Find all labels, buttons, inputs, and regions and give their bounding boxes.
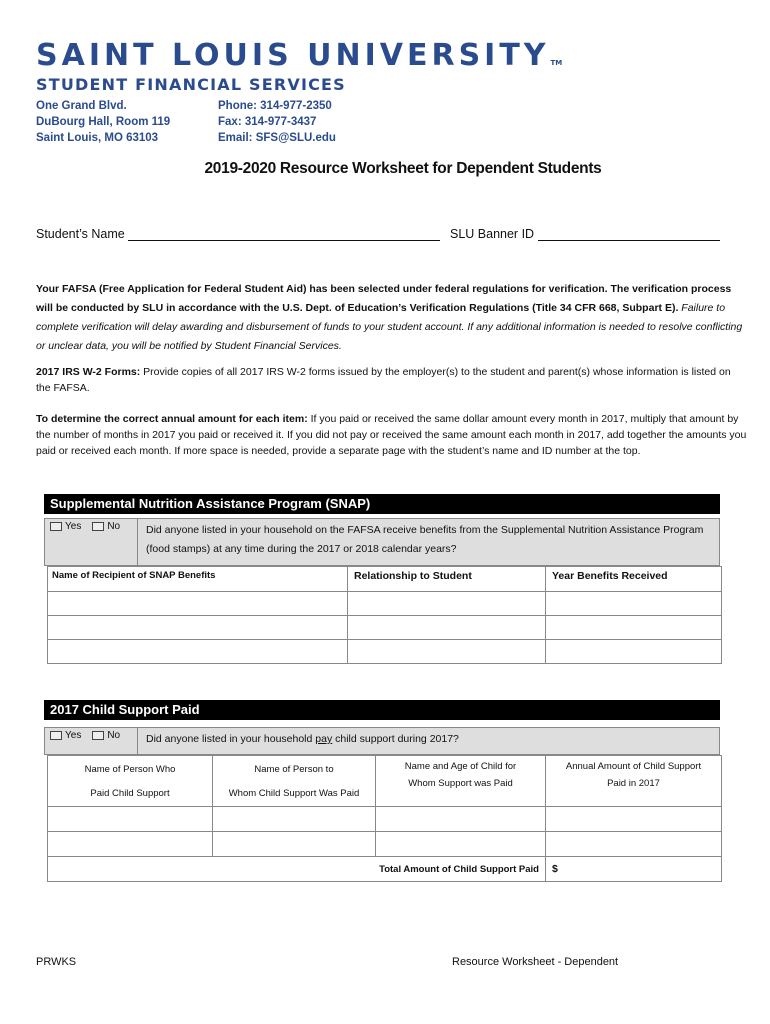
column-header: Name of Recipient of SNAP Benefits: [48, 567, 348, 592]
column-header: [213, 756, 376, 807]
intro-paragraph: [36, 280, 748, 356]
intro-failure-text: Failure to complete verification will delay awarding and disbursement of funds to your student account. If any additional information is needed to resolve conflicting or unclear data, you will be notified by Student Financial Services.: [36, 302, 743, 352]
annual-amount-paragraph: [36, 411, 748, 459]
annual-text: If you paid or received the same dollar amount every month in 2017, multiply that amount by the number of months in 2017 you paid or received it. If you did not pay or received the same amount each month in 2017, add together the amounts you paid or received each month. If more space is needed, provide a separate page with the student’s name and ID number at the top.: [36, 413, 747, 457]
annual-label: To determine the correct annual amount for each item:: [36, 413, 308, 425]
snap-no-label: No: [107, 521, 121, 532]
total-amount-field[interactable]: $: [546, 857, 722, 882]
university-logo: [36, 38, 562, 73]
child-support-section-header: 2017 Child Support Paid: [44, 700, 720, 720]
fax-number: Fax: 314-977-3437: [218, 116, 317, 128]
child-support-no-label: No: [107, 730, 121, 741]
table-row: [48, 640, 722, 664]
table-cell[interactable]: [48, 832, 213, 857]
snap-yes-no: [50, 521, 120, 532]
child-support-yes-no: [50, 730, 120, 741]
intro-verification-text: Your FAFSA (Free Application for Federal Student Aid) has been selected under federal regulations for verification. The verification process will be conducted by SLU in accordance with the U.S. Dept. of Education’s Verification Regulations (Title 34 CFR 668, Subpart E).: [36, 283, 732, 314]
column-header-line: Paid Child Support: [90, 788, 170, 799]
question-emphasis: pay: [315, 733, 333, 745]
banner-id-blank[interactable]: [538, 227, 720, 241]
table-cell[interactable]: [48, 807, 213, 832]
table-header-row: [48, 756, 722, 807]
divider: [137, 519, 138, 565]
snap-question-row: [44, 518, 720, 566]
table-cell[interactable]: [546, 592, 722, 616]
column-header-line: Paid in 2017: [607, 778, 660, 789]
w2-label: 2017 IRS W-2 Forms:: [36, 366, 141, 378]
university-name: SAINT LOUIS UNIVERSITY: [36, 38, 550, 73]
table-cell[interactable]: [213, 807, 376, 832]
table-cell[interactable]: [546, 807, 722, 832]
snap-table: [47, 566, 722, 664]
column-header: Relationship to Student: [348, 567, 546, 592]
email-address: Email: SFS@SLU.edu: [218, 132, 336, 144]
trademark-mark: TM: [550, 59, 563, 67]
banner-id-field[interactable]: [450, 227, 720, 241]
total-row: [48, 857, 722, 882]
child-support-yes-checkbox[interactable]: [50, 731, 62, 740]
table-cell[interactable]: [376, 832, 546, 857]
w2-text: Provide copies of all 2017 IRS W-2 forms issued by the employer(s) to the student and parent(s) whose information is listed on the FAFSA.: [36, 366, 731, 394]
table-cell[interactable]: [213, 832, 376, 857]
column-header-line: Whom Support was Paid: [408, 778, 513, 789]
mailing-address: [36, 98, 170, 146]
phone-number: Phone: 314-977-2350: [218, 100, 332, 112]
contact-info: [218, 98, 336, 146]
table-cell[interactable]: [348, 640, 546, 664]
column-header: [546, 756, 722, 807]
child-support-question: [146, 730, 716, 748]
table-cell[interactable]: [48, 592, 348, 616]
column-header-line: Annual Amount of Child Support: [565, 761, 702, 772]
footer-form-code: PRWKS: [36, 956, 77, 968]
column-header: Year Benefits Received: [546, 567, 722, 592]
table-header-row: [48, 567, 722, 592]
table-row: [48, 832, 722, 857]
table-cell[interactable]: [48, 616, 348, 640]
snap-section-header: Supplemental Nutrition Assistance Program (SNAP): [44, 494, 720, 514]
child-support-table: [47, 755, 722, 882]
student-name-label: Student’s Name: [36, 227, 125, 241]
table-row: [48, 616, 722, 640]
column-header-line: Name of Person to: [254, 764, 334, 775]
column-header-line: Name and Age of Child for: [404, 761, 517, 772]
snap-yes-label: Yes: [65, 521, 82, 532]
snap-yes-checkbox[interactable]: [50, 522, 62, 531]
child-support-no-checkbox[interactable]: [92, 731, 104, 740]
column-header-line: Whom Child Support Was Paid: [228, 788, 360, 799]
table-row: [48, 592, 722, 616]
w2-paragraph: [36, 364, 748, 396]
table-cell[interactable]: [348, 616, 546, 640]
document-title: 2019-2020 Resource Worksheet for Dependent Students: [204, 160, 602, 177]
table-row: [48, 807, 722, 832]
table-cell[interactable]: [376, 807, 546, 832]
question-text: Did anyone listed in your household: [146, 733, 316, 745]
banner-id-label: SLU Banner ID: [450, 227, 535, 241]
address-line: Saint Louis, MO 63103: [36, 132, 159, 144]
table-cell[interactable]: [48, 640, 348, 664]
column-header-line: Name of Person Who: [84, 764, 176, 775]
snap-question: Did anyone listed in your household on the FAFSA receive benefits from the Supplemental Nutrition Assistance Program (food stamps) at any time during the 2017 or 2018 calendar years?: [146, 524, 704, 555]
address-line: One Grand Blvd.: [36, 100, 127, 112]
snap-no-checkbox[interactable]: [92, 522, 104, 531]
column-header: [48, 756, 213, 807]
column-header: [376, 756, 546, 807]
table-cell[interactable]: [546, 832, 722, 857]
student-name-blank[interactable]: [128, 227, 440, 241]
total-label: Total Amount of Child Support Paid: [48, 857, 546, 882]
child-support-yes-label: Yes: [65, 730, 82, 741]
child-support-question-row: [44, 727, 720, 755]
divider: [137, 728, 138, 754]
table-cell[interactable]: [546, 616, 722, 640]
address-line: DuBourg Hall, Room 119: [36, 116, 171, 128]
question-text: child support during 2017?: [332, 733, 459, 745]
table-cell[interactable]: [348, 592, 546, 616]
department-name: STUDENT FINANCIAL SERVICES: [36, 75, 346, 94]
student-name-field[interactable]: [36, 227, 440, 241]
footer-form-name: Resource Worksheet - Dependent: [452, 956, 619, 968]
table-cell[interactable]: [546, 640, 722, 664]
